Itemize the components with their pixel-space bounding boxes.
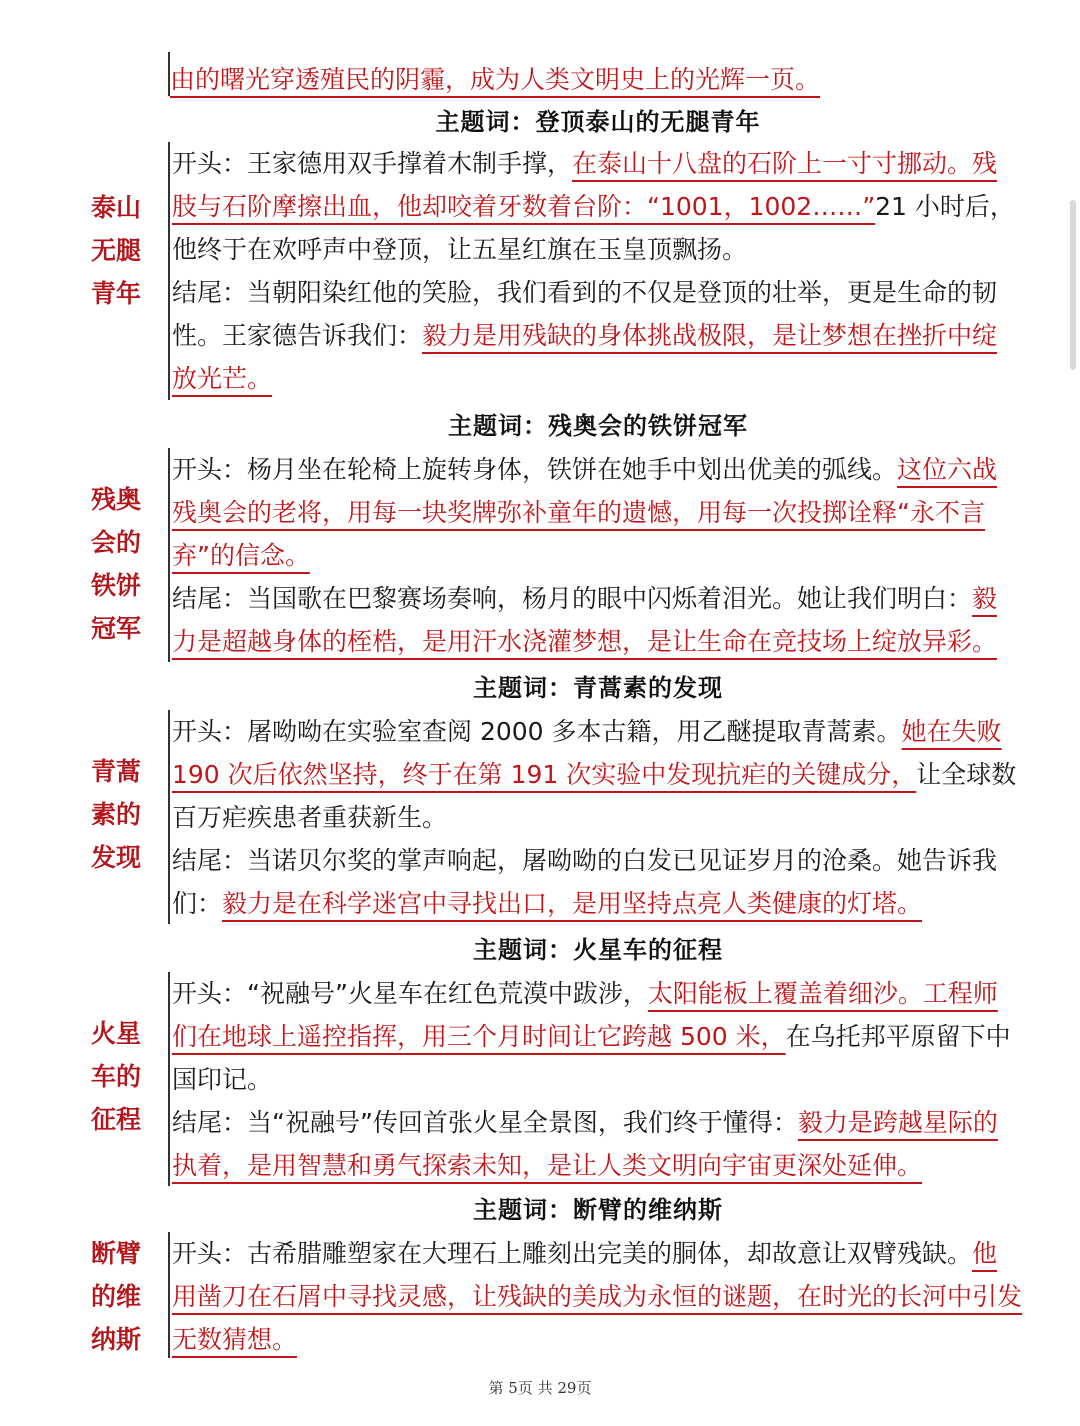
section-heading: 主题词：登顶泰山的无腿青年 [435, 108, 761, 136]
page-number: 第 5页 共 29页 [488, 1379, 592, 1397]
opening-paragraph: 开头：古希腊雕塑家在大理石上雕刻出完美的胴体，却故意让双臂残缺。他用凿刀在石屑中寻找灵感，让残缺的美成为永恒的谜题，在时光的长河中引发无数猜想。 [172, 1239, 1023, 1354]
scrollbar-thumb[interactable] [1070, 200, 1076, 370]
side-label: 泰山 无腿 青年 [90, 193, 141, 308]
intro-continuation [168, 52, 1030, 96]
side-label: 火星 车的 征程 [90, 1019, 141, 1134]
side-label: 残奥 会的 铁饼 冠军 [90, 485, 141, 643]
section-content [168, 1232, 1022, 1358]
intro-line: 由的曙光穿透殖民的阴霾，成为人类文明史上的光辉一页。 [170, 65, 821, 94]
section-content [168, 142, 1022, 400]
section-heading: 主题词：残奥会的铁饼冠军 [448, 412, 748, 440]
section-content [168, 448, 1022, 662]
section-heading: 主题词：青蒿素的发现 [473, 674, 723, 702]
opening-paragraph: 开头：“祝融号”火星车在红色荒漠中跋涉，太阳能板上覆盖着细沙。工程师们在地球上遥控指挥，用三个月时间让它跨越 500 米，在乌托邦平原留下中国印记。 [172, 979, 1011, 1094]
opening-paragraph: 开头：王家德用双手撑着木制手撑，在泰山十八盘的石阶上一寸寸挪动。残肢与石阶摩擦出血，他却咬着牙数着台阶：“1001，1002……”21 小时后，他终于在欢呼声中登顶，让五星红旗在玉皇顶飘扬。 [172, 149, 1015, 264]
opening-paragraph: 开头：屠呦呦在实验室查阅 2000 多本古籍，用乙醚提取青蒿素。她在失败 190 次后依然坚持，终于在第 191 次实验中发现抗疟的关键成分，让全球数百万疟疾患者重获新生。 [172, 717, 1017, 832]
section-heading: 主题词：断臂的维纳斯 [473, 1196, 723, 1224]
side-label: 青蒿 素的 发现 [90, 757, 141, 872]
section-heading: 主题词：火星车的征程 [473, 936, 723, 964]
ending-paragraph: 结尾：当国歌在巴黎赛场奏响，杨月的眼中闪烁着泪光。她让我们明白：毅力是超越身体的桎梏，是用汗水浇灌梦想，是让生命在竞技场上绽放异彩。 [172, 584, 998, 656]
ending-paragraph: 结尾：当“祝融号”传回首张火星全景图，我们终于懂得：毅力是跨越星际的执着，是用智慧和勇气探索未知，是让人类文明向宇宙更深处延伸。 [172, 1108, 998, 1180]
section-content [168, 710, 1022, 924]
side-label: 断臂 的维 纳斯 [90, 1239, 141, 1354]
ending-paragraph: 结尾：当诺贝尔奖的掌声响起，屠呦呦的白发已见证岁月的沧桑。她告诉我们：毅力是在科学迷宫中寻找出口，是用坚持点亮人类健康的灯塔。 [172, 846, 998, 918]
opening-paragraph: 开头：杨月坐在轮椅上旋转身体，铁饼在她手中划出优美的弧线。这位六战残奥会的老将，用每一块奖牌弥补童年的遗憾，用每一次投掷诠释“永不言弃”的信念。 [172, 455, 998, 570]
ending-paragraph: 结尾：当朝阳染红他的笑脸，我们看到的不仅是登顶的壮举，更是生命的韧性。王家德告诉我们：毅力是用残缺的身体挑战极限，是让梦想在挫折中绽放光芒。 [172, 278, 998, 393]
section-content [168, 972, 1022, 1186]
